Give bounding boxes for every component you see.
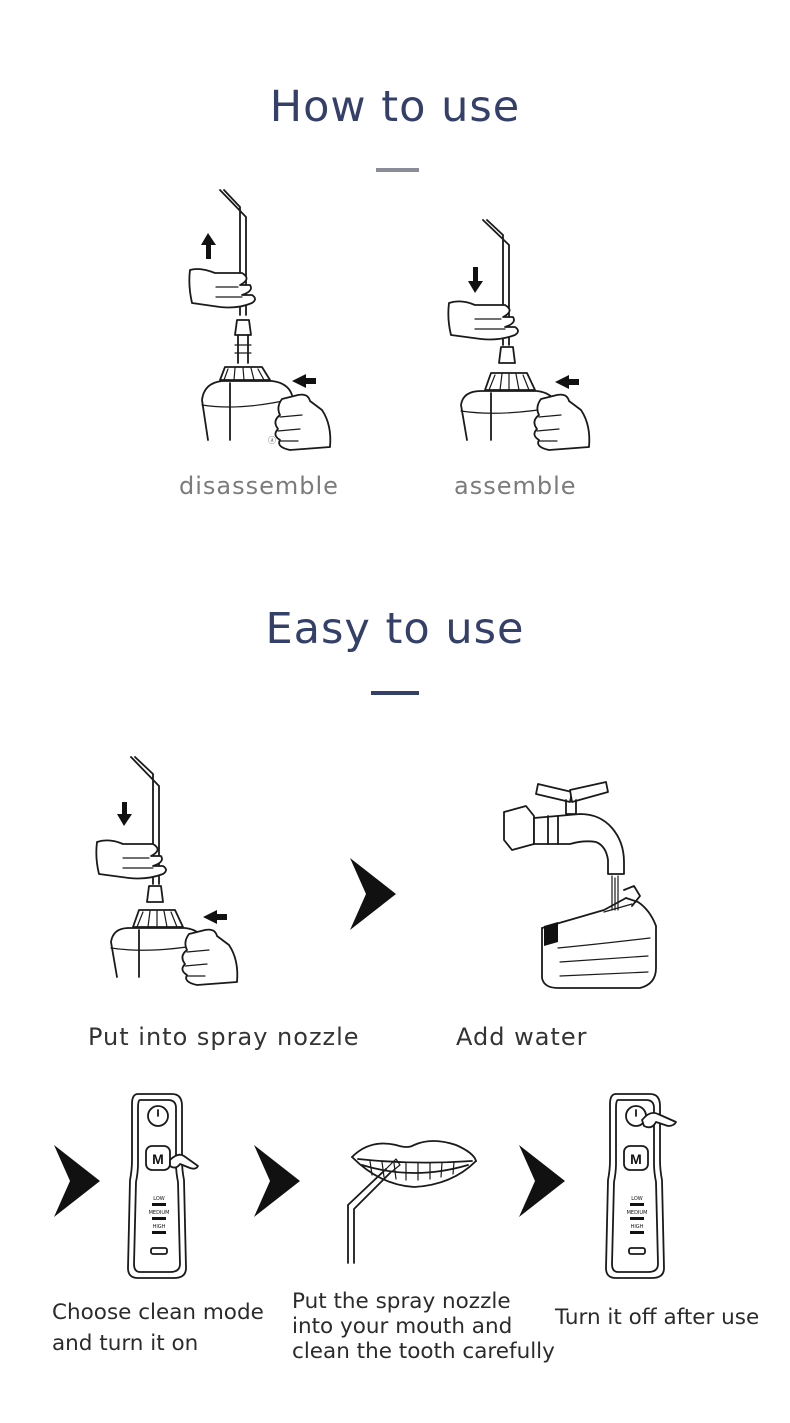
up-arrow-icon xyxy=(201,233,216,259)
choose-mode-caption-line2: and turn it on xyxy=(52,1331,199,1356)
add-water-illustration xyxy=(500,778,665,993)
assemble-caption: assemble xyxy=(454,472,577,500)
svg-text:HIGH: HIGH xyxy=(630,1224,644,1230)
chevron-right-icon xyxy=(517,1143,567,1219)
put-in-mouth-caption xyxy=(292,1289,555,1364)
how-to-use-divider xyxy=(376,168,419,172)
svg-text:ⓐ: ⓐ xyxy=(268,436,276,445)
turn-off-caption: Turn it off after use xyxy=(555,1305,760,1330)
down-arrow-icon xyxy=(117,802,132,826)
control-panel-mode-illustration xyxy=(126,1090,200,1282)
easy-to-use-divider xyxy=(371,691,419,695)
add-water-caption: Add water xyxy=(456,1023,588,1051)
choose-mode-caption-line1: Choose clean mode xyxy=(52,1300,264,1325)
svg-text:LOW: LOW xyxy=(631,1196,643,1202)
mouth-cleaning-illustration xyxy=(340,1135,485,1270)
chevron-right-icon xyxy=(252,1143,302,1219)
choose-mode-caption xyxy=(52,1300,264,1356)
put-in-mouth-caption-line2: into your mouth and xyxy=(292,1314,513,1339)
disassemble-caption: disassemble xyxy=(179,472,339,500)
down-arrow-icon xyxy=(468,267,483,293)
svg-text:LOW: LOW xyxy=(153,1196,165,1202)
svg-text:M: M xyxy=(152,1151,164,1167)
how-to-use-title: How to use xyxy=(269,82,521,132)
put-in-mouth-caption-line3: clean the tooth carefully xyxy=(292,1339,555,1364)
chevron-right-icon xyxy=(348,856,398,932)
chevron-right-icon xyxy=(52,1143,102,1219)
control-panel-power-illustration xyxy=(604,1090,682,1282)
svg-text:MEDIUM: MEDIUM xyxy=(148,1210,170,1216)
svg-text:HIGH: HIGH xyxy=(152,1224,166,1230)
svg-text:MEDIUM: MEDIUM xyxy=(626,1210,648,1216)
put-in-mouth-caption-line1: Put the spray nozzle xyxy=(292,1289,511,1314)
left-arrow-icon xyxy=(555,375,579,389)
put-nozzle-caption: Put into spray nozzle xyxy=(88,1023,360,1051)
svg-text:M: M xyxy=(630,1151,642,1167)
left-arrow-icon xyxy=(292,374,316,388)
assemble-illustration xyxy=(445,215,605,460)
disassemble-illustration xyxy=(180,185,340,460)
left-arrow-icon xyxy=(203,910,227,924)
put-nozzle-illustration xyxy=(95,752,255,997)
easy-to-use-title: Easy to use xyxy=(265,604,525,654)
